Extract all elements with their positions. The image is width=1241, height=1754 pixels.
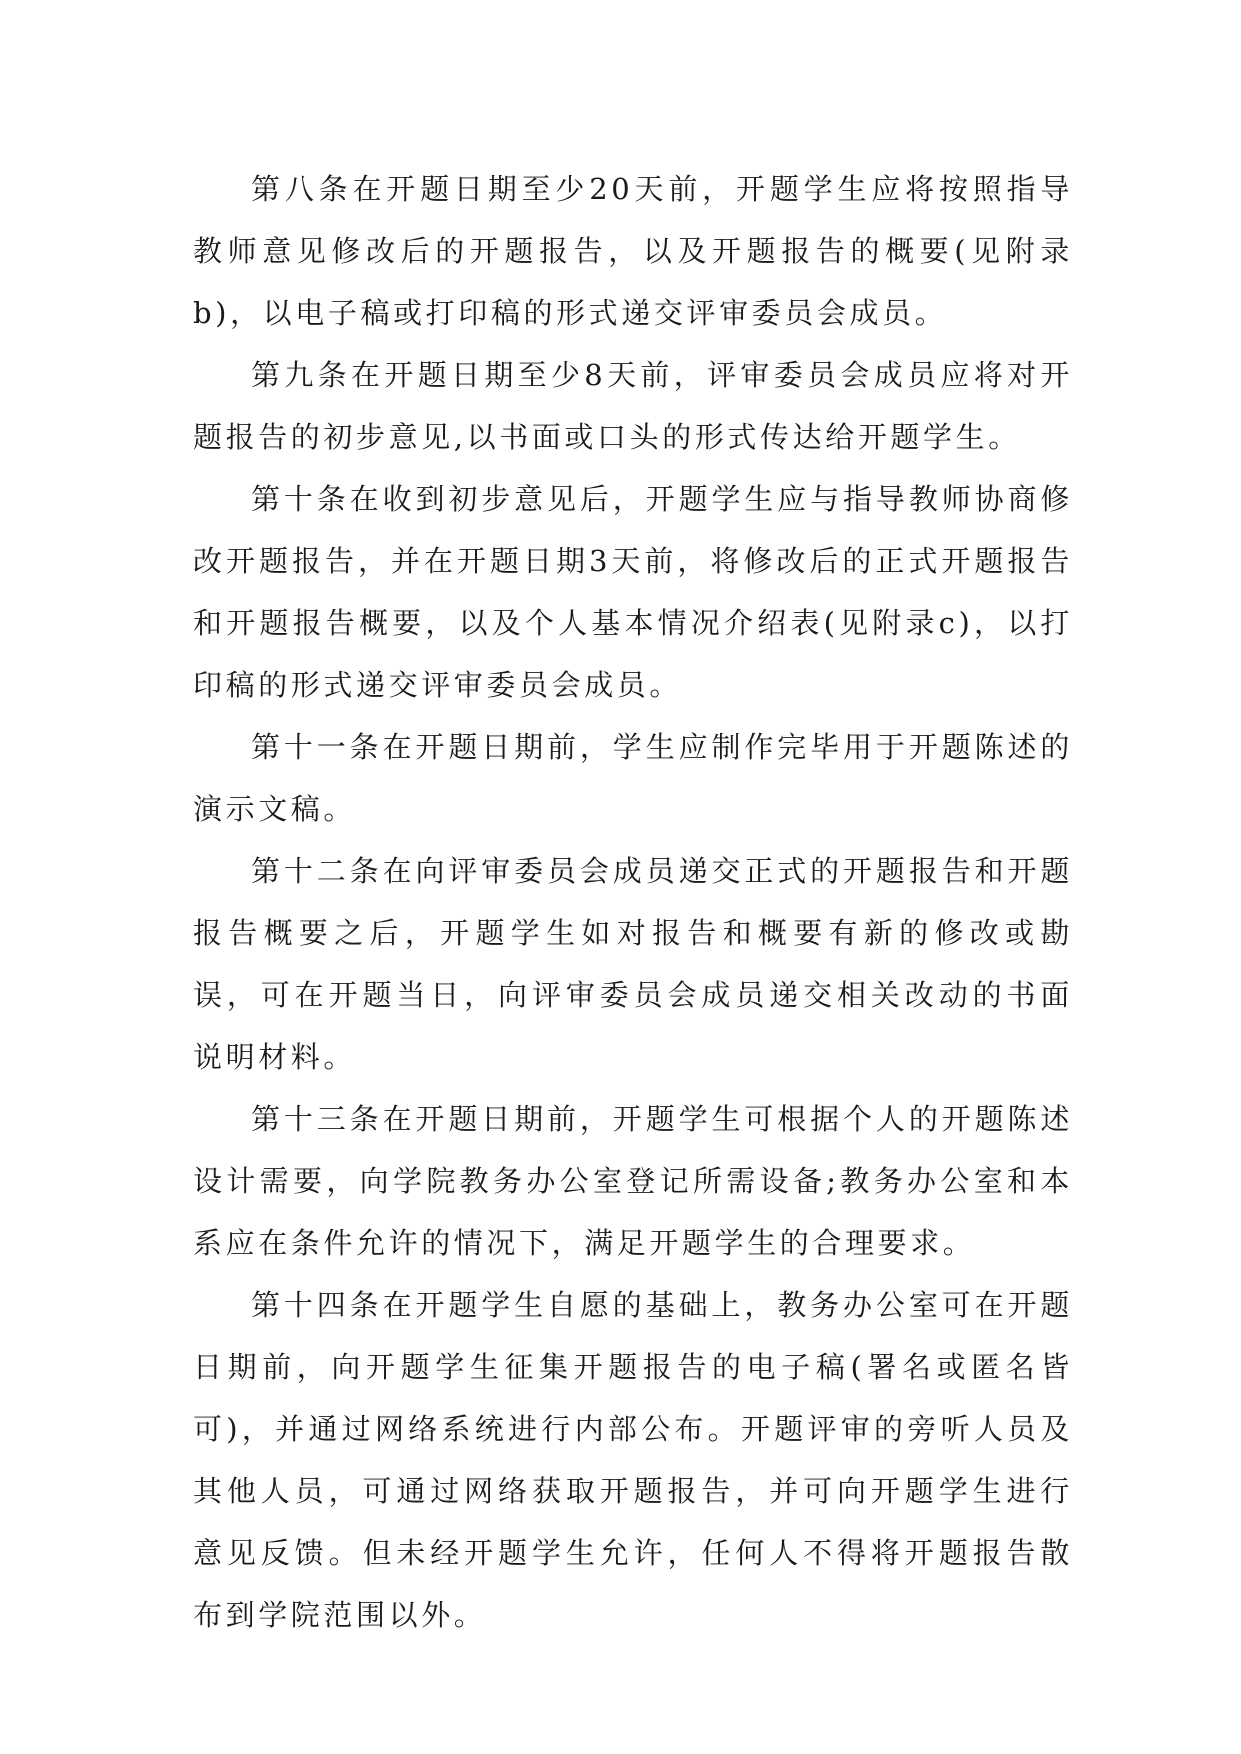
- article-9-paragraph: 第九条在开题日期至少8天前，评审委员会成员应将对开题报告的初步意见,以书面或口头的形式传达给开题学生。: [193, 358, 1073, 454]
- article-13-paragraph: 第十三条在开题日期前，开题学生可根据个人的开题陈述设计需要，向学院教务办公室登记所需设备;教务办公室和本系应在条件允许的情况下，满足开题学生的合理要求。: [193, 1102, 1073, 1260]
- article-8-paragraph: 第八条在开题日期至少20天前，开题学生应将按照指导教师意见修改后的开题报告，以及开题报告的概要(见附录b)，以电子稿或打印稿的形式递交评审委员会成员。: [193, 172, 1073, 330]
- article-10-paragraph: 第十条在收到初步意见后，开题学生应与指导教师协商修改开题报告，并在开题日期3天前，将修改后的正式开题报告和开题报告概要，以及个人基本情况介绍表(见附录c)，以打印稿的形式递交评审委员会成员。: [193, 482, 1073, 702]
- article-12-paragraph: 第十二条在向评审委员会成员递交正式的开题报告和开题报告概要之后，开题学生如对报告和概要有新的修改或勘误，可在开题当日，向评审委员会成员递交相关改动的书面说明材料。: [193, 854, 1073, 1074]
- article-11-paragraph: 第十一条在开题日期前，学生应制作完毕用于开题陈述的演示文稿。: [193, 730, 1073, 826]
- document-body: [193, 158, 1073, 1646]
- article-14-paragraph: 第十四条在开题学生自愿的基础上，教务办公室可在开题日期前，向开题学生征集开题报告的电子稿(署名或匿名皆可)，并通过网络系统进行内部公布。开题评审的旁听人员及其他人员，可通过网络获取开题报告，并可向开题学生进行意见反馈。但未经开题学生允许，任何人不得将开题报告散布到学院范围以外。: [193, 1288, 1073, 1632]
